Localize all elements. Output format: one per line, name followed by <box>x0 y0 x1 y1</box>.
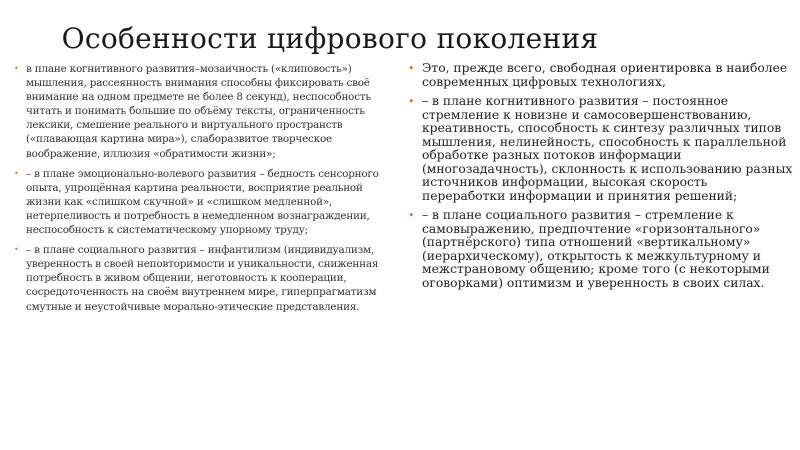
list-item-text: – в плане социального развития – инфантилизм (индивидуализм, уверенность в своей неповторимости и уникальности, сниженная потребность в живом общении, неготовность к кооперации, сосредоточенность на своём внутреннем мире, гиперпрагматизм смутные и неустойчивые морально-этические представления. <box>26 244 379 313</box>
left-bullet-list <box>14 62 384 320</box>
bullet-icon: • <box>14 64 19 73</box>
list-item <box>14 167 384 237</box>
list-item-text: – в плане эмоционально-волевого развития – бедность сенсорного опыта, упрощённая картина реальности, восприятие реальной жизни как «слишком скучной» и «слишком медленной», нетерпеливость и потребность в немедленном вознаграждении, неспособность к систематическому упорному труду; <box>26 167 379 237</box>
bullet-icon: • <box>14 245 19 255</box>
list-item-text: – в плане когнитивного развития – постоянное стремление к новизне и самосовершенствованию, креативность, способность к синтезу различных типов мышления, нелинейность, способность к параллельной обработке разных потоков информации (многозадачность), склонность к использованию разных источников информации, высокая скорость переработки информации и принятия решений; <box>422 94 793 203</box>
bullet-icon: • <box>408 95 415 108</box>
right-bullet-list <box>408 62 794 296</box>
list-item <box>408 209 794 290</box>
list-item <box>14 62 384 161</box>
bullet-icon: • <box>408 62 415 75</box>
list-item-text: в плане когнитивного развития–мозаичность («клиповость») мышления, рассеянность внимания способны фиксировать своё внимание на одном предмете не более 8 секунд), неспособность читать и понимать большие по объёму тексты, ограниченность лексики, смешение реального и виртуального пространств («плавающая картина мира»), слаборазвитое творческое воображение, иллюзия «обратимости жизни»; <box>26 63 371 160</box>
list-item-text: Это, прежде всего, свободная ориентировка в наиболее современных цифровых технологиях, <box>422 61 788 89</box>
list-item <box>408 62 794 89</box>
bullet-icon: • <box>408 209 415 222</box>
bullet-icon: • <box>14 168 19 178</box>
slide-title: Особенности цифрового поколения <box>61 22 599 55</box>
list-item <box>14 243 384 313</box>
list-item <box>408 95 794 203</box>
list-item-text: – в плане социального развития – стремление к самовыражению, предпочтение «горизонтального» (партнёрского) типа отношений «вертикальному» (иерархическому), открытость к межкультурному и межстрановому общению; кроме того (с некоторыми оговорками) оптимизм и уверенность в своих силах. <box>422 208 770 290</box>
